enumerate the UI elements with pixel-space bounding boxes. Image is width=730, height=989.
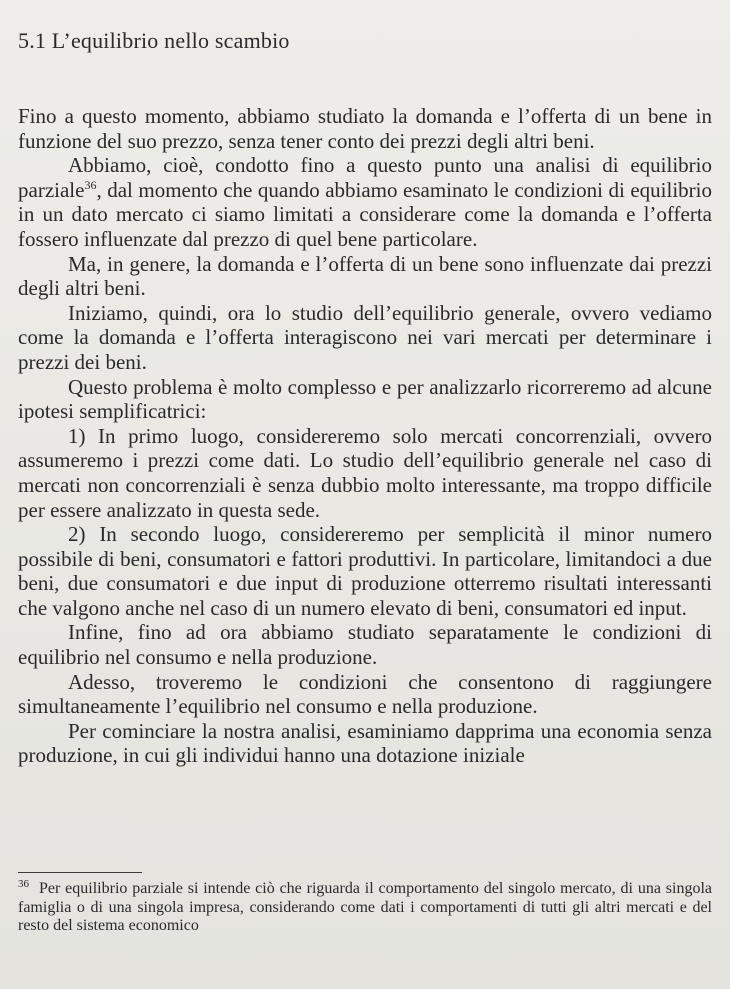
paragraph-2-text-before: Abbiamo, cioè, condotto fino a questo punto una analisi di equilibrio parziale (18, 153, 712, 202)
paragraph-6: 1) In primo luogo, considereremo solo mercati concorrenziali, ovvero assumeremo i prezzi come dati. Lo studio dell’equilibrio generale nel caso di mercati non concorrenziali è senza dubbio molto interessante, ma troppo difficile per essere analizzato in questa sede. (18, 423, 712, 522)
paragraph-8: Infine, fino ad ora abbiamo studiato separatamente le condizioni di equilibrio nel consumo e nella produzione. (18, 620, 712, 670)
paragraph-2 (18, 153, 712, 251)
paragraph-9: Adesso, troveremo le condizioni che consentono di raggiungere simultaneamente l’equilibrio nel consumo e nella produzione. (18, 669, 712, 719)
paragraph-3: Ma, in genere, la domanda e l’offerta di un bene sono influenzate dai prezzi degli altri beni. (18, 251, 712, 301)
footnote-number: 36 (18, 877, 29, 890)
paragraph-4: Iniziamo, quindi, ora lo studio dell’equilibrio generale, ovvero vediamo come la domanda e l’offerta interagiscono nei vari mercati per determinare i prezzi dei beni. (18, 300, 712, 374)
paragraph-5: Questo problema è molto complesso e per analizzarlo ricorreremo ad alcune ipotesi semplificatrici: (18, 374, 712, 424)
paragraph-7: 2) In secondo luogo, considereremo per semplicità il minor numero possibile di beni, consumatori e fattori produttivi. In particolare, limitandoci a due beni, due consumatori e due input di produzione otterremo risultati interessanti che valgono anche nel caso di un numero elevato di beni, consumatori ed input. (18, 522, 712, 620)
footnote-reference: 36 (84, 177, 97, 192)
footnote-divider (18, 872, 142, 873)
body-text (18, 104, 712, 768)
section-title: 5.1 L’equilibrio nello scambio (18, 28, 290, 53)
footnote (18, 877, 712, 936)
footnote-text: Per equilibrio parziale si intende ciò che riguarda il comportamento del singolo mercato, di una singola famiglia o di una singola impresa, considerando come dati i comportamenti di tutti gli altri mercati e del resto del sistema economico (18, 880, 712, 934)
paragraph-2-text-after: , dal momento che quando abbiamo esaminato le condizioni di equilibrio in un dato mercato ci siamo limitati a considerare come la domanda e l’offerta fossero influenzate dal prezzo di quel bene particolare. (18, 177, 712, 251)
paragraph-10: Per cominciare la nostra analisi, esaminiamo dapprima una economia senza produzione, in cui gli individui hanno una dotazione iniziale (18, 718, 712, 768)
paragraph-1: Fino a questo momento, abbiamo studiato la domanda e l’offerta di un bene in funzione del suo prezzo, senza tener conto dei prezzi degli altri beni. (18, 104, 712, 153)
